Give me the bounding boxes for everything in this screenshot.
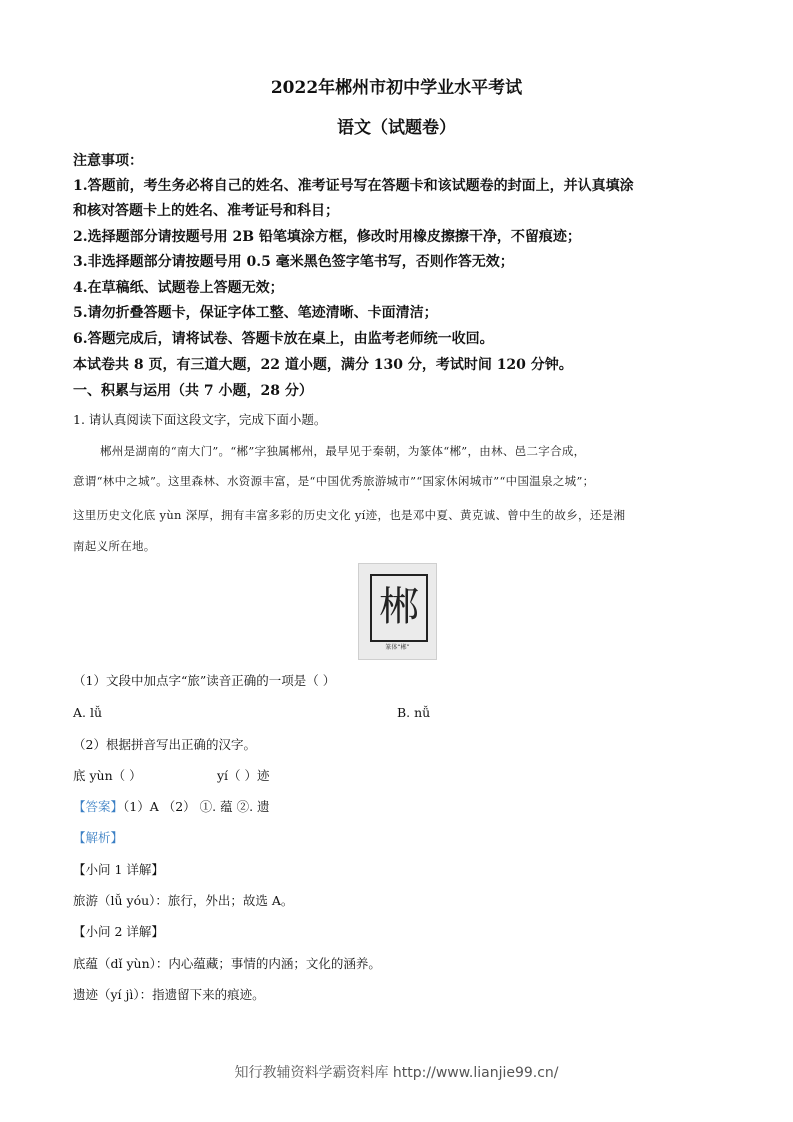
fill-blank-b: yí（ ）迹 [217, 768, 270, 783]
answer-text: （1）A （2） ①. 蕴 ②. 遗 [123, 799, 270, 814]
option-b: B. nǚ [397, 705, 431, 720]
seal-caption: 篆体“郴” [385, 644, 410, 651]
seal-image [358, 563, 437, 660]
sub2-text-1: 底蕴（dǐ yùn）：内心蕴藏；事情的内涵；文化的涵养。 [73, 956, 381, 971]
exam-summary: 本试卷共 8 页，有三道大题，22 道小题，满分 130 分，考试时间 120 分钟。 [73, 357, 573, 373]
section-heading: 一、积累与运用（共 7 小题，28 分） [73, 383, 313, 399]
notice-item-5: 5.请勿折叠答题卡，保证字体工整、笔迹清晰、卡面清洁； [73, 305, 438, 321]
passage-line-4: 南起义所在地。 [73, 539, 156, 553]
sub1-text: 旅游（lǚ yóu）：旅行，外出；故选 A。 [73, 893, 294, 908]
dotted-character: 旅 [362, 474, 375, 488]
notice-heading: 注意事项： [73, 153, 143, 169]
footer-watermark: 知行教辅资料学霸资料库 http://www.lianjie99.cn/ [234, 1065, 559, 1081]
answer-line [73, 797, 270, 815]
notice-item-6: 6.答题完成后，请将试卷、答题卡放在桌上，由监考老师统一收回。 [73, 331, 494, 347]
question-prompt: 1. 请认真阅读下面这段文字，完成下面小题。 [73, 412, 327, 427]
fill-blank-a: 底 yùn（ ） [73, 768, 142, 783]
sub-question-1: （1）文段中加点字“旅”读音正确的一项是（ ） [73, 673, 336, 688]
passage-line-2-post: 游城市”“国家休闲城市”“中国温泉之城”； [374, 474, 595, 488]
sub-question-2: （2）根据拼音写出正确的汉字。 [73, 737, 256, 752]
page-subtitle: 语文（试题卷） [337, 118, 456, 138]
notice-item-4: 4.在草稿纸、试题卷上答题无效； [73, 280, 284, 296]
notice-item-3: 3.非选择题部分请按题号用 0.5 毫米黑色签字笔书写，否则作答无效； [73, 254, 514, 270]
sub1-label: 【小问 1 详解】 [73, 862, 164, 877]
seal-glyph: 郴 [379, 584, 419, 630]
passage-line-2 [73, 473, 594, 489]
seal-frame [370, 574, 428, 642]
answer-label: 【答案】 [73, 799, 124, 814]
sub2-text-2: 遗迹（yí jì）：指遗留下来的痕迹。 [73, 987, 265, 1002]
page-title: 2022年郴州市初中学业水平考试 [270, 78, 523, 98]
analysis-label: 【解析】 [73, 830, 124, 845]
notice-item-2: 2.选择题部分请按题号用 2B 铅笔填涂方框，修改时用橡皮擦擦干净，不留痕迹； [73, 229, 581, 245]
sub2-label: 【小问 2 详解】 [73, 924, 164, 939]
passage-line-1: 郴州是湖南的“南大门”。“郴”字独属郴州，最早见于秦朝，为篆体“郴”，由林、邑二字合成， [100, 444, 586, 458]
notice-item-1b: 和核对答题卡上的姓名、准考证号和科目； [73, 203, 339, 219]
passage-line-2-pre: 意谓“林中之城”。这里森林、水资源丰富，是“中国优秀 [73, 474, 363, 488]
passage-line-3: 这里历史文化底 yùn 深厚，拥有丰富多彩的历史文化 yí迹，也是邓中夏、黄克诚、曾中生的故乡，还是湘 [73, 508, 626, 522]
option-a: A. lǚ [73, 705, 103, 720]
notice-item-1a: 1.答题前，考生务必将自己的姓名、准考证号写在答题卡和该试题卷的封面上，并认真填涂 [73, 178, 634, 194]
